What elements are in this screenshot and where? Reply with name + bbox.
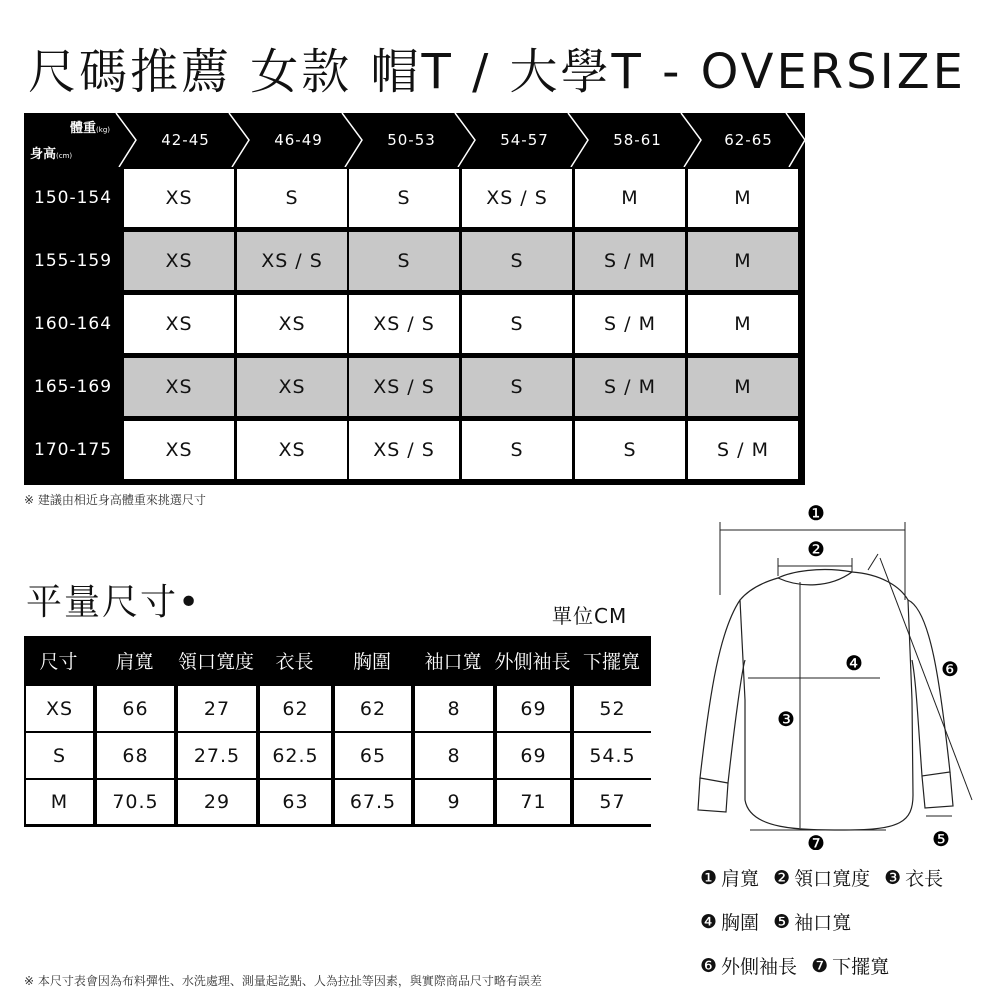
table-cell: 62 — [335, 686, 411, 731]
size-cell: XS — [124, 421, 234, 479]
table-cell: 62.5 — [260, 733, 331, 778]
height-row-label: 150-154 — [34, 188, 113, 208]
table-cell: 69 — [497, 733, 570, 778]
legend-row-3 — [700, 952, 889, 979]
legend-item — [773, 908, 851, 935]
size-cell: S — [462, 232, 572, 290]
table-cell: 66 — [97, 686, 174, 731]
size-cell: XS — [237, 421, 347, 479]
height-axis-label — [30, 143, 72, 162]
disclaimer-note: ※ 本尺寸表會因為布料彈性、水洗處理、測量起訖點、人為拉扯等因素，與實際商品尺寸略有誤差 — [24, 974, 542, 988]
size-cell: S / M — [575, 358, 685, 416]
table-cell: 62 — [260, 686, 331, 731]
column-header: 衣長 — [275, 650, 314, 673]
legend-num: ❺ — [773, 910, 791, 933]
weight-col-label: 54-57 — [500, 131, 549, 149]
corner-cell — [24, 113, 116, 167]
page-title: 尺碼推薦 女款 帽T / 大學T - OVERSIZE — [28, 44, 966, 100]
size-cell: XS — [237, 295, 347, 353]
size-cell: XS — [124, 295, 234, 353]
column-header: 外側袖長 — [494, 650, 571, 673]
left-sleeve — [700, 600, 745, 783]
legend-num: ❼ — [811, 954, 829, 977]
column-header: 下擺寬 — [582, 650, 640, 673]
weight-col-label: 42-45 — [161, 131, 210, 149]
garment-diagram — [690, 500, 990, 850]
marker-5: ❺ — [932, 827, 950, 850]
size-cell: M — [575, 169, 685, 227]
table-cell: 57 — [574, 780, 651, 824]
recommendation-note: ※ 建議由相近身高體重來挑選尺寸 — [24, 493, 206, 507]
unit-label: 單位CM — [552, 604, 628, 628]
flat-measurement-table — [24, 636, 651, 827]
legend-row-1 — [700, 864, 943, 891]
table-cell: 63 — [260, 780, 331, 824]
table-cell: XS — [26, 686, 93, 731]
legend-num: ❻ — [700, 954, 718, 977]
table-cell: 27 — [178, 686, 256, 731]
marker-7: ❼ — [807, 831, 825, 850]
weight-axis-label — [70, 117, 110, 136]
size-cell: XS — [124, 169, 234, 227]
size-cell: XS / S — [349, 358, 459, 416]
size-cell: XS / S — [349, 421, 459, 479]
size-cell: XS — [237, 358, 347, 416]
table-row — [24, 168, 805, 228]
size-cell: S / M — [575, 232, 685, 290]
weight-label: 體重 — [70, 121, 97, 136]
marker-6: ❻ — [941, 657, 959, 681]
marker-1: ❶ — [807, 501, 825, 525]
size-cell: M — [688, 295, 798, 353]
legend-label: 外側袖長 — [721, 956, 798, 978]
table-cell: 27.5 — [178, 733, 256, 778]
size-cell: S / M — [688, 421, 798, 479]
size-cell: S — [237, 169, 347, 227]
legend-label: 衣長 — [905, 868, 944, 890]
weight-header-row — [24, 113, 805, 167]
legend-row-2 — [700, 908, 851, 935]
column-header: 袖口寬 — [424, 650, 482, 673]
legend-item — [700, 864, 759, 891]
flat-measure-title: 平量尺寸• — [26, 582, 202, 623]
legend-item — [884, 864, 943, 891]
weight-col-label: 46-49 — [274, 131, 323, 149]
table-cell: 8 — [415, 733, 493, 778]
legend-item — [773, 864, 870, 891]
weight-col-label: 58-61 — [613, 131, 662, 149]
size-cell: XS — [124, 358, 234, 416]
table-cell: 67.5 — [335, 780, 411, 824]
table-cell: S — [26, 733, 93, 778]
height-row-label: 155-159 — [34, 251, 113, 271]
legend-num: ❸ — [884, 866, 902, 889]
table-cell: M — [26, 780, 93, 824]
weight-unit: (kg) — [96, 126, 110, 134]
marker-4: ❹ — [845, 651, 863, 675]
size-cell: M — [688, 169, 798, 227]
size-cell: M — [688, 232, 798, 290]
height-unit: (cm) — [56, 152, 73, 160]
column-header: 尺寸 — [39, 650, 78, 673]
column-header: 領口寬度 — [177, 650, 254, 673]
table-cell: 52 — [574, 686, 651, 731]
legend-label: 下擺寬 — [832, 956, 890, 978]
table-cell: 65 — [335, 733, 411, 778]
table-cell: 68 — [97, 733, 174, 778]
table-cell: 70.5 — [97, 780, 174, 824]
marker-3: ❸ — [777, 707, 795, 731]
size-cell: S / M — [575, 295, 685, 353]
size-cell: S — [462, 295, 572, 353]
size-cell: S — [349, 169, 459, 227]
size-cell: S — [462, 358, 572, 416]
table-cell: 29 — [178, 780, 256, 824]
table-cell: 69 — [497, 686, 570, 731]
table-cell: 71 — [497, 780, 570, 824]
size-cell: S — [575, 421, 685, 479]
table-cell: 8 — [415, 686, 493, 731]
legend-label: 袖口寬 — [794, 912, 852, 934]
height-label: 身高 — [30, 147, 57, 162]
size-cell: XS / S — [462, 169, 572, 227]
legend-label: 肩寬 — [721, 868, 760, 890]
marker-2: ❷ — [807, 537, 825, 561]
size-cell: M — [688, 358, 798, 416]
legend-label: 領口寬度 — [794, 868, 871, 890]
table-row — [24, 357, 805, 417]
legend-label: 胸圍 — [721, 912, 760, 934]
legend-num: ❷ — [773, 866, 791, 889]
height-row-label: 160-164 — [34, 314, 113, 334]
table-cell: 9 — [415, 780, 493, 824]
weight-col-label: 50-53 — [387, 131, 436, 149]
column-header: 胸圍 — [352, 650, 391, 673]
size-cell: S — [349, 232, 459, 290]
table-cell: 54.5 — [574, 733, 651, 778]
legend-num: ❹ — [700, 910, 718, 933]
legend-item — [700, 952, 797, 979]
table-row — [24, 231, 805, 291]
size-cell: XS — [124, 232, 234, 290]
size-cell: S — [462, 421, 572, 479]
table-row — [24, 294, 805, 354]
weight-col-label: 62-65 — [724, 131, 773, 149]
size-recommendation-table — [24, 113, 805, 485]
legend-item — [700, 908, 759, 935]
height-row-label: 165-169 — [34, 377, 113, 397]
height-row-label: 170-175 — [34, 440, 113, 460]
size-cell: XS / S — [237, 232, 347, 290]
sweater-outline — [740, 570, 913, 830]
legend-item — [811, 952, 889, 979]
legend-num: ❶ — [700, 866, 718, 889]
column-header: 肩寬 — [115, 650, 154, 673]
table-row — [24, 420, 805, 480]
size-cell: XS / S — [349, 295, 459, 353]
